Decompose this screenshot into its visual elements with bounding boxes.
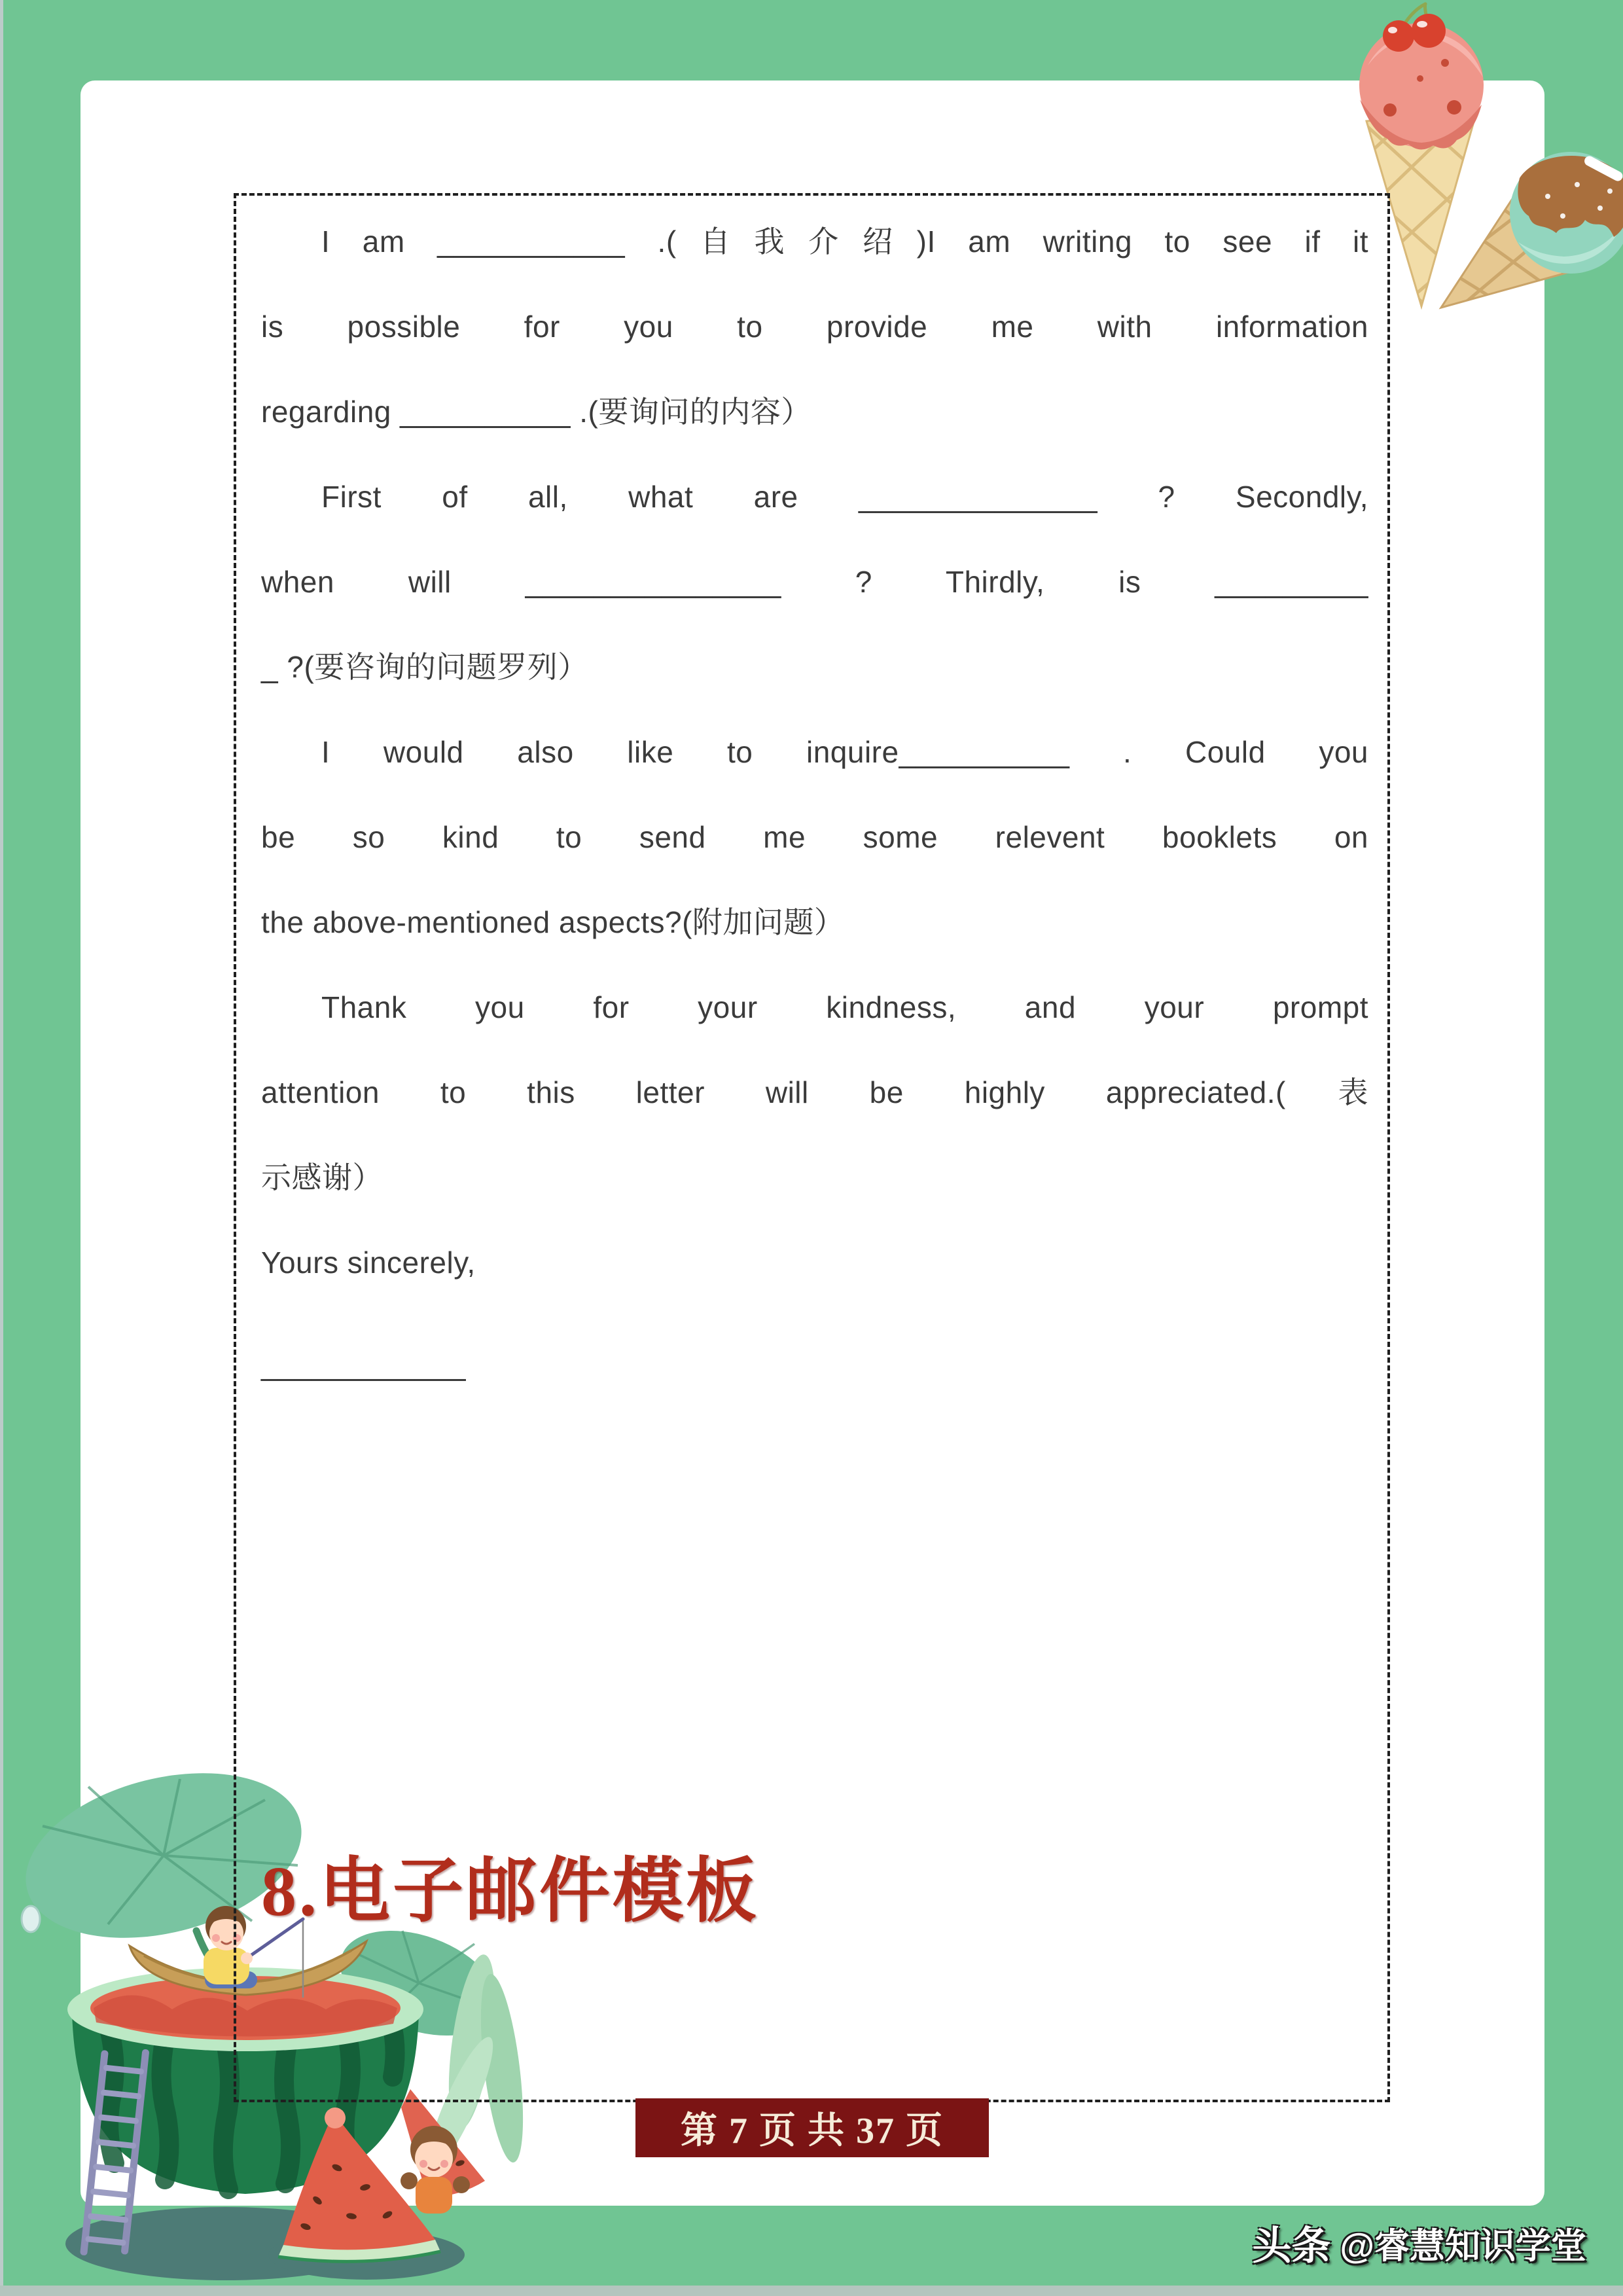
letter-line: the above-mentioned aspects?(附加问题）: [261, 905, 845, 939]
letter-line: _ ?(要咨询的问题罗列）: [261, 650, 588, 684]
watermark-handle: @睿慧知识学堂: [1340, 2226, 1586, 2266]
ice-cream-cones-illustration: [1322, 0, 1623, 340]
tilted-cone-icon: [1432, 152, 1623, 331]
letter-body: [261, 199, 1368, 1407]
left-edge-strip: [0, 0, 3, 2296]
letter-line: is possible for you to provide me with information: [261, 310, 1368, 344]
watermark: [1252, 2215, 1586, 2271]
letter-line: Thank you for your kindness, and your prompt: [321, 990, 1368, 1024]
letter-line: when will _______________ ? Thirdly, is _________: [261, 565, 1368, 599]
letter-line: regarding __________ .(要询问的内容）: [261, 395, 812, 429]
bottom-edge-strip: [0, 2286, 1623, 2296]
page-number-badge: 第 7 页 共 37 页: [635, 2098, 989, 2157]
letter-line: First of all, what are ______________ ? Secondly,: [321, 480, 1368, 514]
signature-blank: ____________: [261, 1348, 466, 1382]
letter-line: I would also like to inquire__________ . Could you: [321, 735, 1368, 769]
section-heading: 8.电子邮件模板: [261, 1853, 760, 1931]
signature-line: Yours sincerely,: [261, 1246, 476, 1280]
letter-line: 示感谢）: [261, 1160, 383, 1194]
watermark-brand: 头条: [1252, 2224, 1331, 2268]
letter-line: attention to this letter will be highly appreciated.(表: [261, 1075, 1368, 1109]
watermelon-boat-scene-illustration: [10, 1728, 527, 2296]
letter-line: I am ___________ .(自我介绍)I am writing to see if it: [321, 224, 1368, 259]
letter-line: be so kind to send me some relevent booklets on: [261, 820, 1368, 854]
